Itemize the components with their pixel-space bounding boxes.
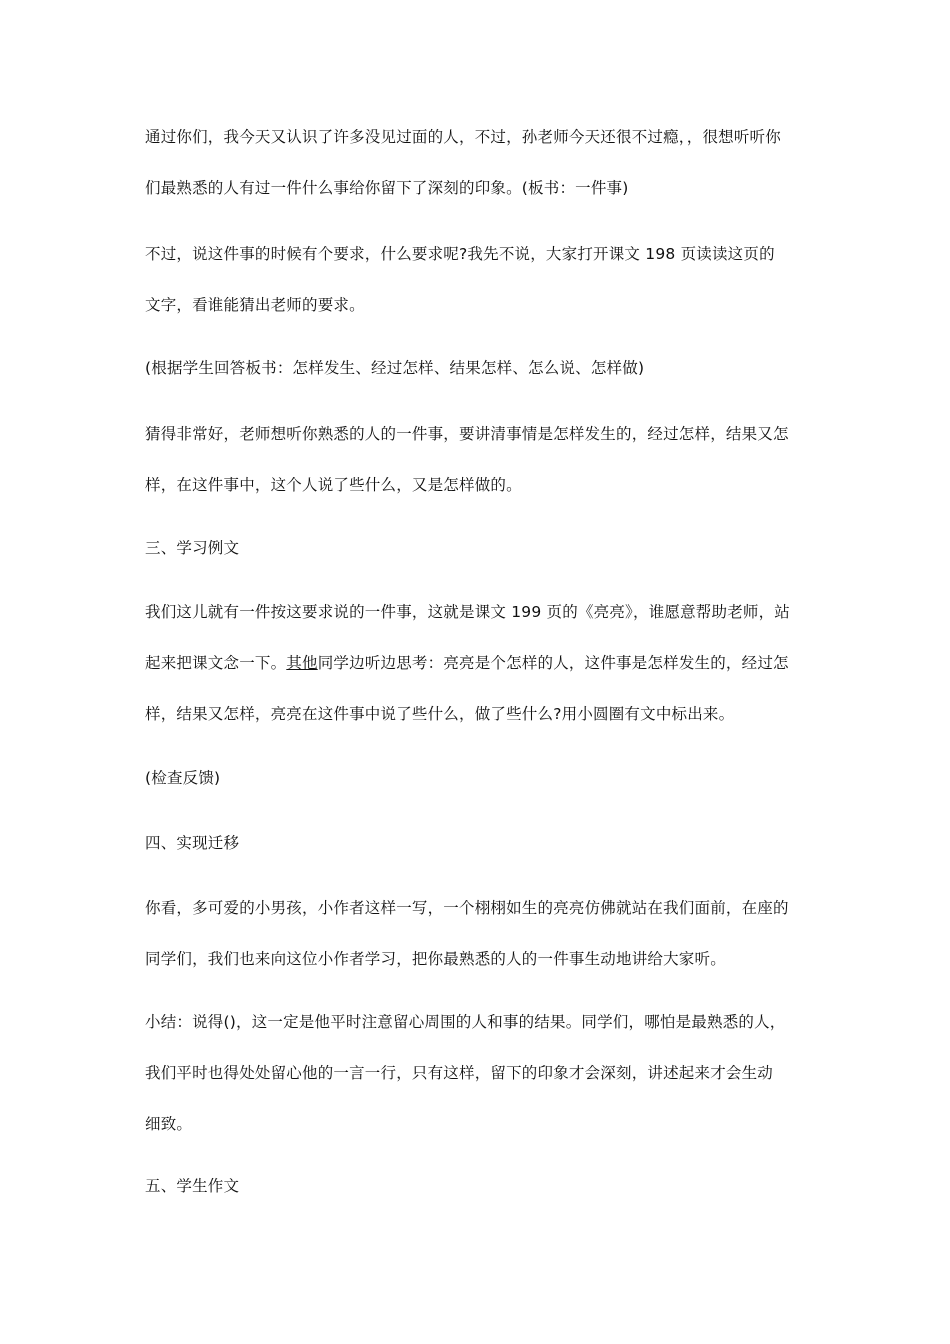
text-line: 同学们，我们也来向这位小作者学习，把你最熟悉的人的一件事生动地讲给大家听。	[145, 950, 726, 968]
text-line: 们最熟悉的人有过一件什么事给你留下了深刻的印象。(板书：一件事)	[145, 179, 629, 197]
text-line: 五、学生作文	[145, 1177, 240, 1195]
paragraph-transfer	[145, 883, 807, 985]
text-line: 三、学习例文	[145, 539, 240, 557]
paragraph-guess	[145, 409, 807, 511]
text-line	[145, 638, 807, 689]
text-line: 细致。	[145, 1115, 193, 1133]
section-heading-4	[145, 818, 807, 869]
text-line: 我们平时也得处处留心他的一言一行，只有这样，留下的印象才会深刻，讲述起来才会生动	[145, 1064, 774, 1082]
text-line: (检查反馈)	[145, 769, 221, 787]
underlined-word: 其他	[286, 654, 318, 672]
text-line: 我们这儿就有一件按这要求说的一件事，这就是课文 199 页的《亮亮》，谁愿意帮助老师，站	[145, 603, 790, 621]
paragraph-board-note	[145, 343, 807, 394]
paragraph-feedback	[145, 753, 807, 804]
text-segment: 起来把课文念一下。	[145, 654, 287, 672]
text-line: 猜得非常好，老师想听你熟悉的人的一件事，要讲清事情是怎样发生的，经过怎样，结果又怎	[145, 425, 789, 443]
paragraph-intro	[145, 112, 807, 214]
text-line: 四、实现迁移	[145, 834, 240, 852]
text-segment: 同学边听边思考：亮亮是个怎样的人，这件事是怎样发生的，经过怎	[317, 654, 789, 672]
section-heading-3	[145, 523, 807, 574]
text-line: 不过，说这件事的时候有个要求，什么要求呢?我先不说，大家打开课文 198 页读读这页的	[145, 245, 775, 263]
paragraph-example	[145, 587, 807, 740]
text-line: 小结：说得()，这一定是他平时注意留心周围的人和事的结果。同学们，哪怕是最熟悉的人，	[145, 1013, 786, 1031]
section-heading-5	[145, 1161, 807, 1212]
text-line: (根据学生回答板书：怎样发生、经过怎样、结果怎样、怎么说、怎样做)	[145, 359, 645, 377]
text-line: 样，在这件事中，这个人说了些什么，又是怎样做的。	[145, 476, 522, 494]
paragraph-summary	[145, 997, 807, 1150]
text-line: 文字，看谁能猜出老师的要求。	[145, 296, 365, 314]
text-line: 通过你们，我今天又认识了许多没见过面的人，不过，孙老师今天还很不过瘾，，很想听听你	[145, 128, 781, 146]
paragraph-requirement	[145, 229, 807, 331]
text-line: 你看，多可爱的小男孩，小作者这样一写，一个栩栩如生的亮亮仿佛就站在我们面前，在座的	[145, 899, 789, 917]
text-line: 样，结果又怎样，亮亮在这件事中说了些什么，做了些什么?用小圆圈有文中标出来。	[145, 705, 735, 723]
